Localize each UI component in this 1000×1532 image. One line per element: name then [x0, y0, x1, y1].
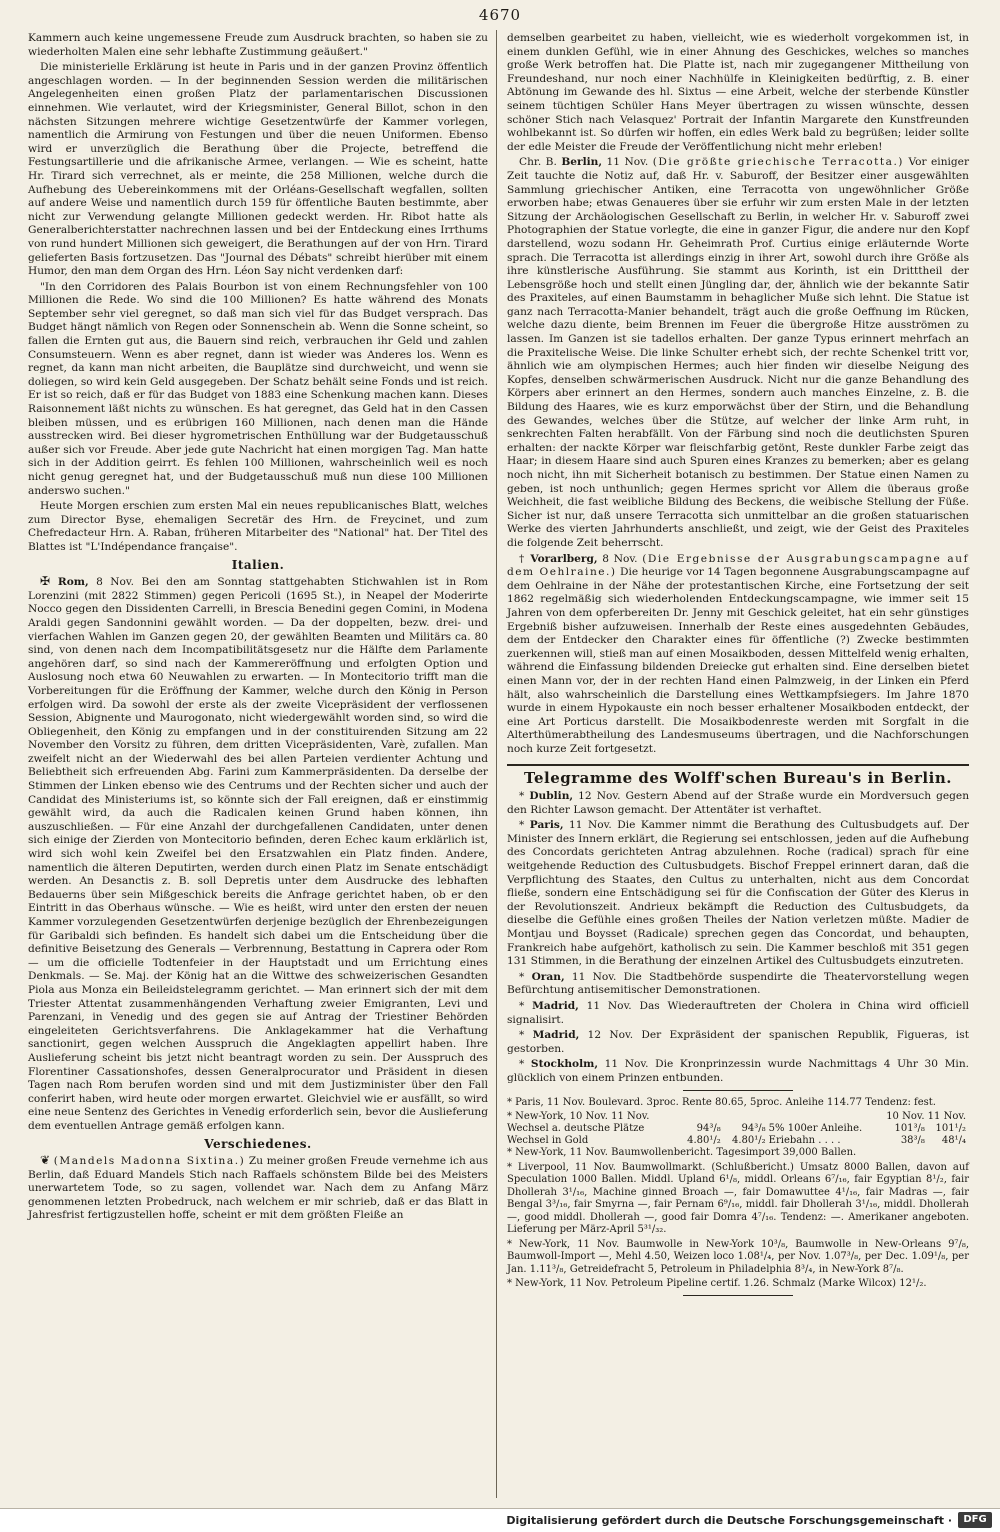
table-cell: Wechsel in Gold	[507, 1135, 589, 1147]
telegram-date: 11 Nov.	[586, 999, 632, 1012]
table-cell: 48¹/₄	[941, 1135, 966, 1147]
market-report-paris: * Paris, 11 Nov. Boulevard. 3proc. Rente 80.65, 5proc. Anleihe 114.77 Tendenz: fest.	[507, 1096, 936, 1108]
dateline: Rom,	[57, 576, 89, 589]
telegram-text: Das Wiederauftreten der Cholera in China wird officiell signalisirt.	[507, 999, 969, 1026]
section-heading-italien: Italien.	[231, 557, 285, 572]
table-header: 10 Nov. 11 Nov.	[886, 1111, 966, 1123]
telegram-item: * Stockholm, 11 Nov. Die Kronprinzessin wurde Nachmittags 4 Uhr 30 Min. glücklich von einem Prinzen entbunden.	[507, 1058, 970, 1084]
telegram-text: Die Kronprinzessin wurde Nachmittags 4 Uhr 30 Min. glücklich von einem Prinzen entbunden.	[507, 1058, 970, 1084]
right-column	[507, 32, 969, 1302]
market-report-liverpool: * Liverpool, 11 Nov. Baumwollmarkt. (Schlußbericht.) Umsatz 8000 Ballen, davon auf Speculation 1000 Ballen. Middl. Upland 6¹/₈, middl. Orleans 6⁷/₁₆, fair Egyptian 8¹/₂, fair Dhollerah 3¹/₁₆, Machine ginned Broach —, fair Domawuttee 4¹/₁₆, fair Madras —, fair Bengal 3³/₁₆, fair Smyrna —, fair Pernam 6⁹/₁₆, middl. fair Dhollerah 3¹/₁₆, middl. Dhollerah —, good middl. Dhollerah —, good fair Domra 4⁷/₁₆. Tendenz: —. Amerikaner angeboten. Lieferung per März-April 5³¹/₃₂.	[507, 1161, 969, 1236]
vorarlberg-article	[507, 553, 969, 757]
telegram-place: Dublin,	[529, 790, 574, 803]
market-report-newyork: * New-York, 11 Nov. Baumwollenbericht. Tagesimport 39,000 Ballen.	[507, 1147, 857, 1159]
market-report-newyork: * New-York, 11 Nov. Baumwolle in New-York 10³/₈, Baumwolle in New-Orleans 9⁷/₈, Baumwoll-Import —, Mehl 4.50, Weizen loco 1.08¹/₄, per Nov. 1.07³/₈, per Dec. 1.09¹/₈, per Jan. 1.11³/₈, Getreidefracht 5, Petroleum in Philadelphia 8³/₄, in New-York 8⁷/₈.	[507, 1238, 969, 1275]
footer-credit: Digitalisierung gefördert durch die Deutsche Forschungsgemeinschaft ·	[506, 1514, 952, 1527]
paragraph: Kammern auch keine ungemessene Freude zum Ausdruck brachten, so haben sie zu wiederholten Malen eine sehr lebhafte Zustimmung geäußert."	[28, 32, 488, 58]
table-cell: 94³/₈	[696, 1123, 721, 1135]
paragraph: Heute Morgen erschien zum ersten Mal ein neues republicanisches Blatt, welches zum Director Byse, ehemaligen Secretär des Hrn. de Freycinet, und zum Chefredacteur Hrn. A. Raban, früheren Mitarbeiter des "National" hat. Der Titel des Blattes ist "L'Indépendance française".	[28, 500, 488, 553]
paragraph: Die ministerielle Erklärung ist heute in Paris und in der ganzen Provinz öffentlich angeschlagen worden. — In der beginnenden Session werden die militärischen Angelegenheiten einen großen Platz der parlamentarischen Discussionen einnehmen. Wie verlautet, wird der Kriegsminister, General Billot, schon in den nächsten Sitzungen mehrere wichtige Gesetzentwürfe der Kammer vorlegen, namentlich die Armirung von Festungen und über die neuen Uniformen. Ebenso wird er unverzüglich die Berathung über die Projecte, betreffend die Festungsartillerie und die afrikanische Armee, verlangen. — Wie es scheint, hatte Hr. Tirard sich verrechnet, als er meinte, die 258 Millionen, welche durch die Aufhebung des Uebereinkommens mit der Orléans-Gesellschaft wegfallen, sollten auf andere Weise und namentlich durch 159 für öffentliche Bauten bestimmte, aber nicht zur Verwendung gelangte Millionen gedeckt werden. Hr. Ribot hatte als Generalberichterstatter nachrechnen lassen und bei der Entdeckung eines Irrthums von rund hundert Millionen sich geweigert, die Berathungen auf der von Hrn. Tirard gelieferten Basis fortzusetzen. Das "Journal des Débats" schreibt hierüber mit einem Humor, den man dem Organ des Hrn. Léon Say nicht verdenken darf:	[28, 61, 488, 278]
telegram-item: * Oran, 11 Nov. Die Stadtbehörde suspendirte die Theatervorstellung wegen Befürchtung antisemitischer Demonstrationen.	[507, 970, 969, 997]
telegram-date: 11 Nov.	[569, 819, 612, 832]
left-column	[28, 32, 488, 1225]
article-text: Die heurige vor 14 Tagen begonnene Ausgrabungscampagne auf dem Oehlraine in der Nähe der protestantischen Kirche, eine Fortsetzung der seit 1862 regelmäßig sich wiederholenden Entdeckungscampagne, wie immer seit 15 Jahren von dem opferbereiten Dr. Jenny mit Geschick geleitet, hat ein sehr günstiges Ergebniß bisher aufzuweisen. Innerhalb der Reste eines ausgedehnten Gebäudes, dem der Entdecker den Charakter eines für öffentliche (?) Zwecke bestimmten zuerkennen will, stieß man auf einen Mosaikboden, dessen Mittelfeld wenig erhalten, während die Einfassung bildenden Dreiecke gut erhalten sind. Eine derselben bietet einen Mann vor, der in der rechten Hand einen Palmzweig, in der Linken ein Pferd hält, also wahrscheinlich die Darstellung eines Wettkampfsiegers. Im Jahre 1870 wurde in einem Hypokauste ein noch besser erhaltener Mosaikboden entdeckt, der eine Art Porticus darstellt. Die Mosaikbodenreste werden mit Sorgfalt in die Alterthümerabtheilung des Landesmuseums übertragen, und die Nachforschungen noch kurze Zeit fortgesetzt.	[507, 566, 970, 755]
telegram-date: 11 Nov.	[571, 970, 617, 983]
paragraph: demselben gearbeitet zu haben, vielleicht, wie es wiederholt vorgekommen ist, in einem dunklen Gefühl, wie in einer Ahnung des Geschickes, welches so manches große Werk betroffen hat. Die Platte ist, nach mir zugegangener Mittheilung von Freundeshand, nur noch einer Nachhülfe in Kleinigkeiten bedürftig, z. B. einer Abtönung im Gewande des hl. Sixtus — eine Arbeit, welche der sterbende Künstler seinem tüchtigen Schüler Hans Meyer übertragen zu wissen wünschte, dessen schöner Stich nach Velasquez' Portrait der Infantin Margarete den Kunstfreunden wohlbekannt ist. So dürfen wir hoffen, ein edles Werk bald zu begrüßen; leider sollte der edle Meister die Freude der Veröffentlichung nicht mehr erleben!	[507, 32, 969, 153]
article-title: (Die größte griechische Terracotta.)	[652, 156, 904, 169]
article-text: Bei den am Sonntag stattgehabten Stichwahlen ist in Rom Lorenzini (mit 2822 Stimmen) gegen Pericoli (1695 St.), in Neapel der Moderirte Nocco gegen den Dissidenten Carrelli, in Brescia Benedini gegen Comini, in Modena Araldi gegen Sandonnini gewählt worden. — Da der doppelten, bezw. drei- und vierfachen Wahlen im Ganzen gegen 20, der gewählten Beamten und Militärs ca. 80 sind, von denen nach dem Incompatibilitätsgesetz nur die Hälfte dem Parlamente angehören darf, so sind nach der Kammereröffnung und erfolgten Option und Auslosung noch etwa 60 Neuwahlen zu erwarten. — In Montecitorio trifft man die Vorbereitungen für die Eröffnung der Kammer, welche durch den König in Person erfolgen wird. Da sowohl der erste als der zweite Vicepräsident der verflossenen Session, Abignente und Maurogonato, nicht wiedergewählt worden sind, so wird die Obliegenheit, den König zu empfangen und in der constituirenden Sitzung am 22 November den Vorsitz zu führen, dem dritten Vicepräsidenten, Varè, zufallen. Man zweifelt nicht an der Wiederwahl des bei allen Parteien verdienter Achtung und Beliebtheit sich erfreuenden Abg. Farini zum Kammerpräsidenten. Da derselbe der Stimmen der Linken ebenso wie des Centrums und der Rechten sicher und auch der Candidat des Ministeriums ist, so könnte sich der Fall ereignen, daß er einstimmig gewählt wird, da auch die Radicalen keinen Grund haben können, ihn auszuschließen. — Für eine Anzahl der durchgefallenen Candidaten, unter denen sich einige der Zierden von Montecitorio befinden, deren Echec kaum erklärlich ist, wird sich wohl kein Zweifel bei den Ersatzwahlen ein Platz finden. Andere, namentlich die älteren Deputirten, werden durch einen Platz im Senate entschädigt werden. An Desanctis z. B. soll Depretis unter dem Ausdrucke des lebhaften Bedauerns über sein Mißgeschick bereits die Anfrage gerichtet haben, ob er den Eintritt in das Oberhaus wünsche. — Wie es heißt, wird unter den ersten der neuen Kammer vorzulegenden Gesetzentwürfen derjenige bezüglich der Ehrenbezeigungen für Garibaldi sich befinden. Es handelt sich dabei um die Entscheidung über die definitive Beisetzung des Generals — Verbrennung, Bestattung in Caprera oder Rom — um die officielle Todtenfeier in der Hauptstadt und um Errichtung eines Denkmals. — Se. Maj. der König hat an die Wittwe des schweizerischen Gesandten Piola aus Monza ein Beileidstelegramm gerichtet. — Man erinnert sich der mit dem Triester Attentat zusammenhängenden Verhaftung zweier Emigranten, Levi und Parenzani, in Venedig und des gegen sie auf Antrag der Triestiner Behörden eingeleiteten Gerichtsverfahrens. Die Anklagekammer hat die Verhaftung sanctionirt, gegen welchen Ausspruch die Angeklagten appellirt haben. Ihre Auslieferung scheint bis jetzt nicht beantragt worden zu sein. Der Ausspruch des Florentiner Cassationshofes, dessen Generalprocurator und Präsident in diesen Tagen nach Rom berufen worden sind und mit dem Justizminister über den Fall conferirt haben, wird heute oder morgen erwartet. Gleichviel wie er ausfällt, so wird eine neue Sentenz des Gerichtes in Venedig erforderlich sein, bevor die Auslieferung dem eventuellen Antrage gemäß erfolgen kann.	[28, 576, 488, 1132]
cross-marker-icon: ✠	[40, 574, 58, 589]
table-cell: 5% 100er Anleihe.	[768, 1123, 863, 1135]
table-row	[507, 1135, 969, 1147]
market-table-newyork	[507, 1111, 969, 1147]
telegram-date: 12 Nov.	[587, 1029, 634, 1042]
date: 8 Nov.	[96, 576, 135, 589]
table-cell: 101¹/₂	[935, 1123, 966, 1135]
table-row	[507, 1111, 969, 1123]
telegram-text: Der Expräsident der spanischen Republik, Figueras, ist gestorben.	[507, 1029, 970, 1055]
digitization-footer	[0, 1508, 1000, 1532]
article-text: Zu meiner großen Freude vernehme ich aus Berlin, daß Eduard Mandels Stich nach Raffaels schönstem Bilde bei des Meisters unerwartetem Tode, so zu sagen, vollendet war. Nach dem zu Anfang März genommenen letzten Probedruck, nach welchem er mir schrieb, daß er das Blatt in Jahresfrist fertigzustellen hoffe, scheint er mit dem größten Fleiße an	[28, 1155, 489, 1222]
market-report-newyork: * New-York, 11 Nov. Petroleum Pipeline certif. 1.26. Schmalz (Marke Wilcox) 12¹/₂.	[507, 1278, 927, 1290]
section-heading-verschiedenes: Verschiedenes.	[204, 1136, 312, 1151]
ornament-marker: ❦	[40, 1153, 51, 1168]
telegram-item: * Paris, 11 Nov. Die Kammer nimmt die Berathung des Cultusbudgets auf. Der Minister des Innern erklärt, die Regierung sei entschlossen, jeden auf die Aufhebung des Concordats gerichteten Antrag abzulehnen. Roche (radical) sprach für eine weitgehende Reduction des Cultusbudgets. Bischof Freppel erinnert daran, daß die Verpflichtung des Staates, den Cultus zu unterhalten, nicht aus dem Concordat fließe, sondern eine Entschädigung sei für die Confiscation der Güter des Klerus in der Revolutionszeit. Andrieux bekämpft die Reduction des Cultusbudgets, da dieselbe die Gefühle eines großen Theiles der Nation verletzen müßte. Madier de Montjau und Boysset (Radicale) sprechen gegen das Concordat, und behaupten, Frankreich habe aufgehört, katholisch zu sein. Die Kammer beschloß mit 351 gegen 131 Stimmen, in die Berathung der einzelnen Artikel des Cultusbudgets einzutreten.	[507, 819, 969, 968]
article-title: (Mandels Madonna Sixtina.)	[53, 1155, 246, 1168]
telegram-text: Die Stadtbehörde suspendirte die Theatervorstellung wegen Befürchtung antisemitischer Demonstrationen.	[507, 970, 969, 997]
telegram-place: Paris,	[529, 819, 564, 832]
table-cell: Eriebahn . . . .	[768, 1135, 841, 1147]
author: Chr. B.	[519, 156, 557, 169]
telegram-text: Die Kammer nimmt die Berathung des Cultusbudgets auf. Der Minister des Innern erklärt, die Regierung sei entschlossen, jeden auf die Aufhebung des Concordats gerichteten Antrag abzulehnen. Roche (radical) sprach für eine weitgehende Reduction des Cultusbudgets. Bischof Freppel erinnert daran, daß die Verpflichtung des Staates, den Cultus zu unterhalten, nicht aus dem Concordat fließe, sondern eine Entschädigung sei für die Confiscation der Güter des Klerus in der Revolutionszeit. Andrieux bekämpft die Reduction des Cultusbudgets, da dieselbe die Gefühle eines großen Theiles der Nation verletzen müßte. Madier de Montjau und Boysset (Radicale) sprechen gegen das Concordat, und behaupten, Frankreich habe aufgehört, katholisch zu sein. Die Kammer beschloß mit 351 gegen 131 Stimmen, in die Berathung der einzelnen Artikel des Cultusbudgets einzutreten.	[507, 819, 969, 968]
dagger-marker: †	[519, 552, 526, 565]
table-cell: 94³/₈	[741, 1123, 766, 1135]
telegram-place: Oran,	[531, 970, 565, 983]
separator-rule	[683, 1090, 793, 1091]
page-number: 4670	[478, 6, 522, 24]
table-cell: 38³/₈	[900, 1135, 925, 1147]
column-divider	[496, 30, 497, 1498]
italien-article	[28, 575, 488, 1133]
telegram-date: 11 Nov.	[604, 1058, 649, 1071]
date: 11 Nov.	[606, 156, 649, 169]
table-header: * New-York, 10 Nov. 11 Nov.	[507, 1111, 650, 1123]
date: 8 Nov.	[602, 552, 638, 565]
telegram-place: Madrid,	[532, 999, 579, 1012]
berlin-article	[507, 156, 969, 550]
telegram-text: Gestern Abend auf der Straße wurde ein Mordversuch gegen den Richter Lawson gemacht. Der Attentäter ist verhaftet.	[507, 790, 970, 816]
mandel-article	[28, 1154, 488, 1223]
dateline: Berlin,	[561, 156, 603, 169]
telegram-item: * Dublin, 12 Nov. Gestern Abend auf der Straße wurde ein Mordversuch gegen den Richter Lawson gemacht. Der Attentäter ist verhaftet.	[507, 790, 970, 816]
dfg-logo-icon: DFG	[958, 1512, 992, 1528]
table-row	[507, 1123, 969, 1135]
article-title: (Die Ergebnisse der Ausgrabungscampagne auf dem Oehlraine.)	[507, 552, 969, 579]
article-text: Vor einiger Zeit tauchte die Notiz auf, daß Hr. v. Saburoff, der Besitzer einer ausgewählten Sammlung griechischer Antiken, eine Terracotta von ungewöhnlicher Größe erworben habe; etwas Genaueres über sie erfuhr wir zum ersten Male in der letzten Sitzung der Archäologischen Gesellschaft zu Berlin, in welcher Hr. v. Saburoff zwei Photographien der Statue vorlegte, die eine in ganzer Figur, die andere nur den Kopf darstellend, wozu sodann Hr. Geheimrath Prof. Curtius einige erläuternde Worte sprach. Die Terracotta ist allerdings einzig in ihrer Art, sowohl durch ihre Größe als ihre künstlerische Ausführung. Sie stammt aus Korinth, ist ein Dritttheil der Lebensgröße hoch und stellt einen Jüngling dar, der, ähnlich wie der bekannte Satir des Praxiteles, auf einen Baumstamm in behaglicher Muße sich lehnt. Die Statue ist ganz nach Terracotta-Manier behandelt, trägt auch die große Oeffnung im Rücken, welche dazu diente, beim Brennen im Feuer die übergroße Hitze ausströmen zu lassen. Im Ganzen ist sie tadellos erhalten. Der ganze Typus erinnert mehrfach an die Praxitelische Weise. Die linke Schulter erhebt sich, der rechte Schenkel tritt vor, ähnlich wie am olympischen Hermes; auch hier finden wir dieselbe Neigung des Kopfes, denselben schwärmerischen Ausdruck. Nicht nur die ganze Behandlung des Körpers aber erinnert an den Hermes, sondern auch manches Einzelne, z. B. die Bildung des Haares, wie es kurz emporwächst über der Stirn, und die Behandlung des Gewandes, welches über die Stütze, auf welcher der linke Arm ruht, in senkrechten Falten herabfällt. Von der Färbung sind noch die deutlichsten Spuren erhalten: der nackte Körper war fleischfarbig getönt, Reste dunkler Farbe zeigt das Haar; in diesem Haare sind auch Spuren eines Kranzes zu bemerken; aber es gelang noch nicht, ihn mit Sicherheit botanisch zu bestimmen. Der Statue einen Namen zu geben, ist noch unthunlich; gegen Hermes spricht vor Allem die überaus große Weichheit, die fast weibliche Bildung des Beckens, die weibische Stellung der Füße. Sicher ist nur, daß unsere Terracotta sich unmittelbar an die großen statuarischen Werke des vierten Jahrhunderts anschließt, und zeigt, wie der Geist des Praxiteles die folgende Zeit beherrscht.	[507, 156, 970, 549]
table-cell: Wechsel a. deutsche Plätze	[507, 1123, 645, 1135]
table-cell: 4.80¹/₂	[687, 1135, 721, 1147]
telegram-item: * Madrid, 12 Nov. Der Expräsident der spanischen Republik, Figueras, ist gestorben.	[507, 1029, 970, 1055]
table-cell: 4.80¹/₂	[732, 1135, 766, 1147]
separator-rule	[683, 1295, 793, 1296]
telegrams-heading: Telegramme des Wolff'schen Bureau's in Berlin.	[507, 764, 969, 786]
telegram-date: 12 Nov.	[578, 790, 621, 803]
telegram-place: Stockholm,	[530, 1058, 599, 1071]
table-cell: 101³/₈	[894, 1123, 925, 1135]
telegram-place: Madrid,	[532, 1029, 580, 1042]
dateline: Vorarlberg,	[530, 552, 598, 565]
telegram-item: * Madrid, 11 Nov. Das Wiederauftreten der Cholera in China wird officiell signalisirt.	[507, 999, 969, 1026]
quote-paragraph: "In den Corridoren des Palais Bourbon ist von einem Rechnungsfehler von 100 Millionen die Rede. Wo sind die 100 Millionen? Es hatte während des Monats September sehr viel geregnet, so daß man sich viel für das Budget versprach. Das Budget hängt nämlich von Regen oder Sonnenschein ab. Wenn die Sonne scheint, so fallen die Ernten gut aus, die Bauern sind reich, verbrauchen ihr Geld und zahlen Consumsteuern. Wenn es aber regnet, dann ist wieder was Anderes los. Wenn es regnet, da kann man nicht arbeiten, die Bauplätze sind durchweicht, und wenn sie doliegen, so wird kein Geld ausgegeben. Der Schatz behält seine Fonds und ist reich. Er ist so reich, daß er für das Budget von 1883 eine Schenkung machen kann. Dieses Raisonnement läßt nichts zu wünschen. Es hat geregnet, das Geld hat in den Cassen bleiben müssen, und es erübrigen 160 Millionen, nach denen man die Hände ausstrecken wird. Bei dieser hygrometrischen Enthüllung war der Budgetausschuß außer sich vor Freude. Aber jede gute Nachricht hat einen morgigen Tag. Man hatte sich in der Addition geirrt. Es fehlen 100 Millionen, wahrscheinlich weil es noch nicht genug geregnet hat, und der Budgetausschuß muß nun diese 100 Millionen anderswo suchen."	[28, 280, 488, 497]
